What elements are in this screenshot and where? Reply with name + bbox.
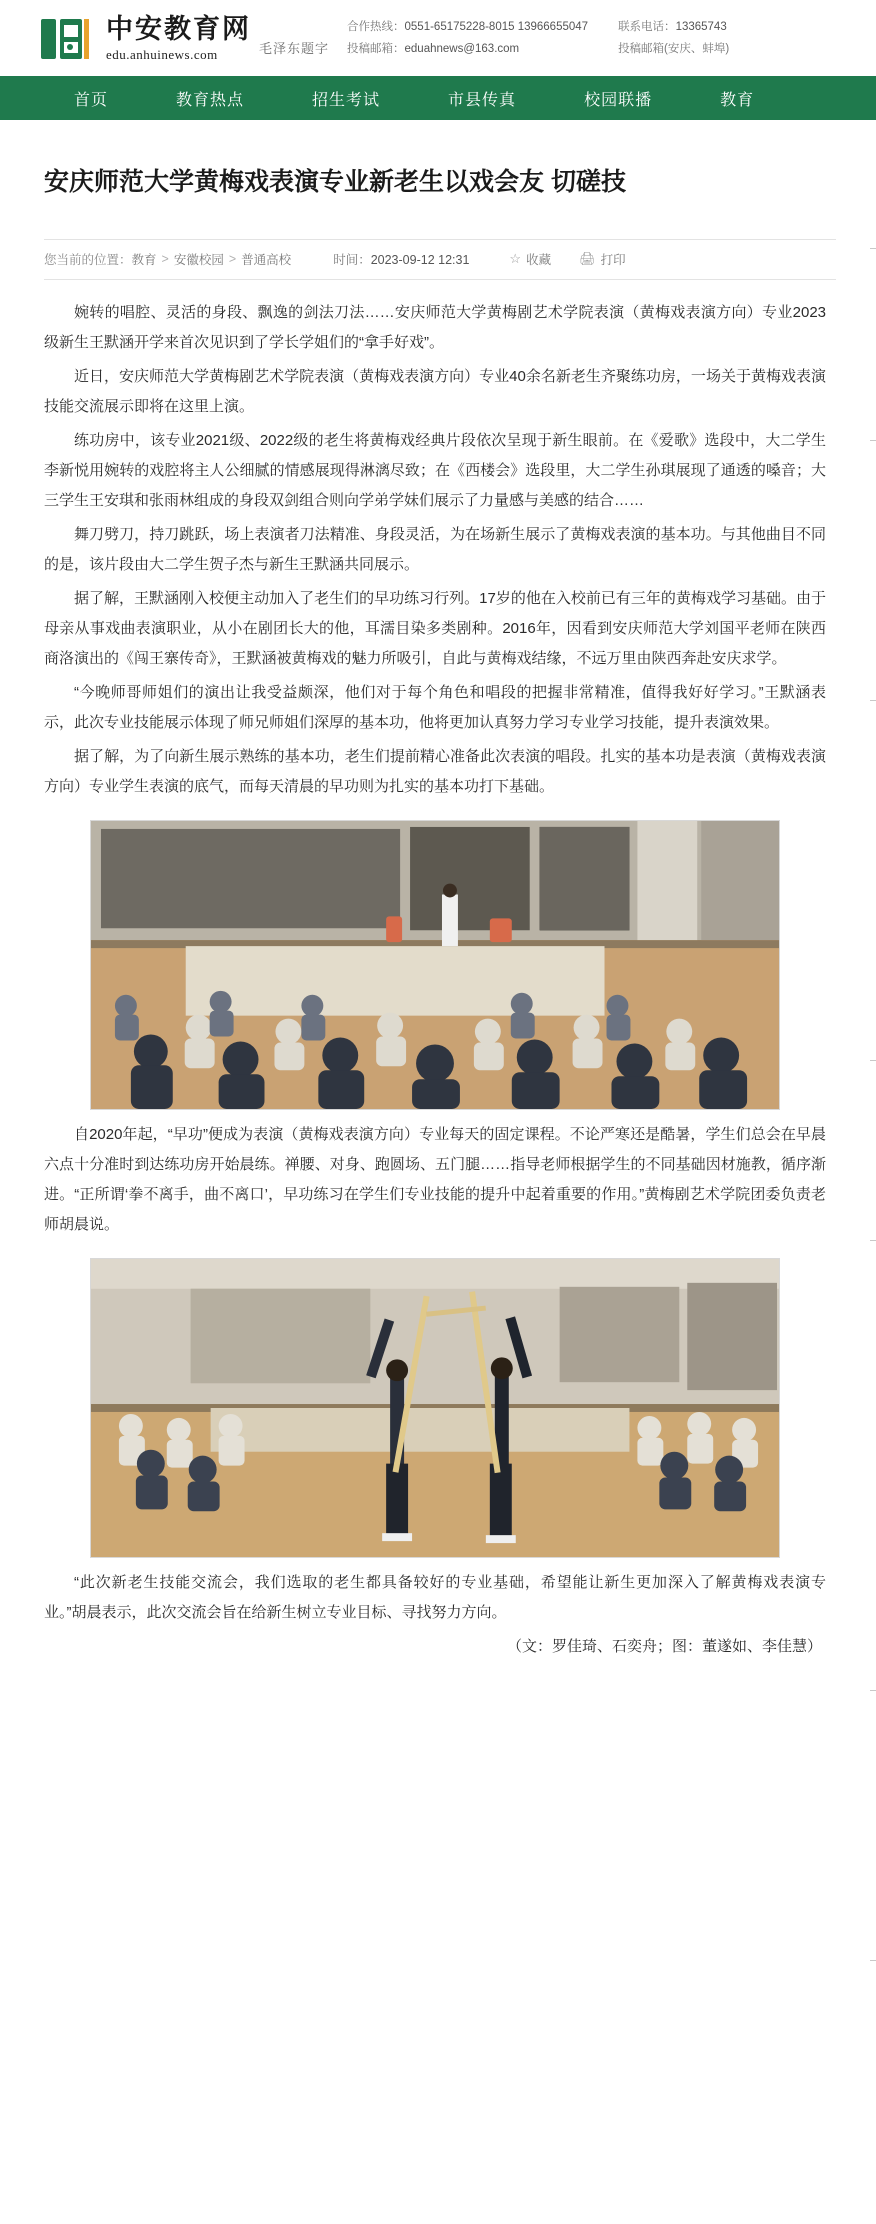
contact-value-email: eduahnews@163.com [404,43,520,55]
article-body [0,280,876,1692]
contact-label-phone: 联系电话： [618,21,676,34]
edge-marker-1 [870,248,876,249]
contact-info [347,17,759,61]
publish-time-value: 2023-09-12 12:31 [370,252,470,267]
article-photo-2-wrap [44,1244,826,1568]
star-icon: ☆ [509,250,522,266]
article-photo-2 [90,1258,780,1558]
breadcrumb-separator-1: > [161,251,169,266]
print-label: 打印 [600,252,626,267]
paragraph-8: 自2020年起，“早功”便成为表演（黄梅戏表演方向）专业每天的固定课程。不论严寒还是酷暑，学生们总会在早晨六点十分准时到达练功房开始晨练。禅腰、对身、跑圆场、五门腿……指导老师根据学生的不同基础因材施教，循序渐进。“正所谓‘拳不离手，曲不离口’，早功练习在学生们专业技能的提升中起着重要的作用。”黄梅剧艺术学院团委负责老师胡晨说。 [44,1125,826,1233]
contact-label-email: 投稿邮箱： [347,43,405,55]
nav-item-campus[interactable]: 校园联播 [584,91,653,109]
edge-marker-2 [870,440,876,441]
paragraph-3: 练功房中，该专业2021级、2022级的老生将黄梅戏经典片段依次呈现于新生眼前。在《爱歌》选段中，大二学生李新悦用婉转的戏腔将主人公细腻的情感展现得淋漓尽致；在《西楼会》选段里，大二学生孙琪展现了通透的嗓音；大三学生王安琪和张雨林组成的身段双剑组合则向学弟学妹们展示了力量感与美感的结合…… [44,431,826,509]
contact-label-hotline: 合作热线： [347,21,405,34]
favorite-button[interactable] [509,250,551,268]
article-actions [509,250,653,268]
breadcrumb-separator-2: > [228,251,237,266]
paragraph-7: 据了解，为了向新生展示熟练的基本功，老生们提前精心准备此次表演的唱段。扎实的基本功是表演（黄梅戏表演方向）专业学生表演的底气，而每天清晨的早功则为扎实的基本功打下基础。 [44,747,826,795]
nav-item-home[interactable]: 首页 [74,91,109,109]
edge-marker-5 [870,1240,876,1241]
paragraph-6: “今晚师哥师姐们的演出让我受益颇深，他们对于每个角色和唱段的把握非常精准，值得我好好学习。”王默涵表示，此次专业技能展示体现了师兄师姐们深厚的基本功，他将更加认真努力学习专业学习技能，提升表演效果。 [44,683,826,731]
contact-label-email2: 投稿邮箱(安庆、蚌埠) [618,43,730,55]
breadcrumb-item-3[interactable]: 普通高校 [241,252,292,267]
breadcrumb-label: 您当前的位置： [44,252,132,267]
edge-marker-7 [870,1960,876,1961]
site-logo[interactable] [40,15,329,64]
calligraphy-signature: 毛泽东题字 [259,41,330,57]
nav-item-education[interactable]: 教育 [720,91,755,109]
article-credit: （文：罗佳琦、石奕舟；图：董遂如、李佳慧） [506,1637,822,1655]
contact-col-1 [347,17,588,61]
edge-marker-6 [870,1690,876,1691]
article-meta-bar [44,239,836,280]
nav-item-exam[interactable]: 招生考试 [312,91,381,109]
publish-time [333,250,469,268]
edge-marker-4 [870,1060,876,1061]
contact-col-2 [618,17,729,61]
paragraph-2: 近日，安庆师范大学黄梅剧艺术学院表演（黄梅戏表演方向）专业40余名新老生齐聚练功房，一场关于黄梅戏表演技能交流展示即将在这里上演。 [44,367,826,415]
nav-item-hot[interactable]: 教育热点 [176,91,245,109]
site-domain: edu.anhuinews.com [106,47,218,63]
paragraph-9: “此次新老生技能交流会，我们选取的老生都具备较好的专业基础，希望能让新生更加深入了解黄梅戏表演专业。”胡晨表示，此次交流会旨在给新生树立专业目标、寻找努力方向。 [44,1573,826,1621]
site-title: 中安教育网 [106,13,251,44]
print-button[interactable] [579,250,626,268]
nav-item-county[interactable]: 市县传真 [448,91,517,109]
contact-value-phone: 13365743 [675,21,727,34]
article-photo-1 [90,820,780,1110]
breadcrumb-item-1[interactable]: 教育 [131,252,157,267]
printer-icon: 🖨 [579,250,596,266]
contact-value-hotline: 0551-65175228-8015 13966655047 [404,21,589,34]
paragraph-5: 据了解，王默涵刚入校便主动加入了老生们的早功练习行列。17岁的他在入校前已有三年的黄梅戏学习基础。由于母亲从事戏曲表演职业，从小在剧团长大的他，耳濡目染多类剧种。2016年，因看到安庆师范大学刘国平老师在陕西商洛演出的《闯王寨传奇》，王默涵被黄梅戏的魅力所吸引，自此与黄梅戏结缘，不远万里由陕西奔赴安庆求学。 [44,589,826,667]
publish-time-label: 时间： [333,252,371,267]
article-photo-1-wrap [44,806,826,1120]
paragraph-1: 婉转的唱腔、灵活的身段、飘逸的剑法刀法……安庆师范大学黄梅剧艺术学院表演（黄梅戏表演方向）专业2023级新生王默涵开学来首次见识到了学长学姐们的“拿手好戏”。 [44,303,826,351]
favorite-label: 收藏 [526,252,552,267]
logo-icon [40,16,96,62]
page-title: 安庆师范大学黄梅戏表演专业新老生以戏会友 切磋技 [44,167,626,196]
breadcrumb-item-2[interactable]: 安徽校园 [173,252,224,267]
paragraph-4: 舞刀劈刀，持刀跳跃，场上表演者刀法精准、身段灵活，为在场新生展示了黄梅戏表演的基本功。与其他曲目不同的是，该片段由大二学生贺子杰与新生王默涵共同展示。 [44,525,826,573]
main-navigation[interactable] [0,76,876,120]
site-masthead [0,0,876,76]
edge-marker-3 [870,700,876,701]
